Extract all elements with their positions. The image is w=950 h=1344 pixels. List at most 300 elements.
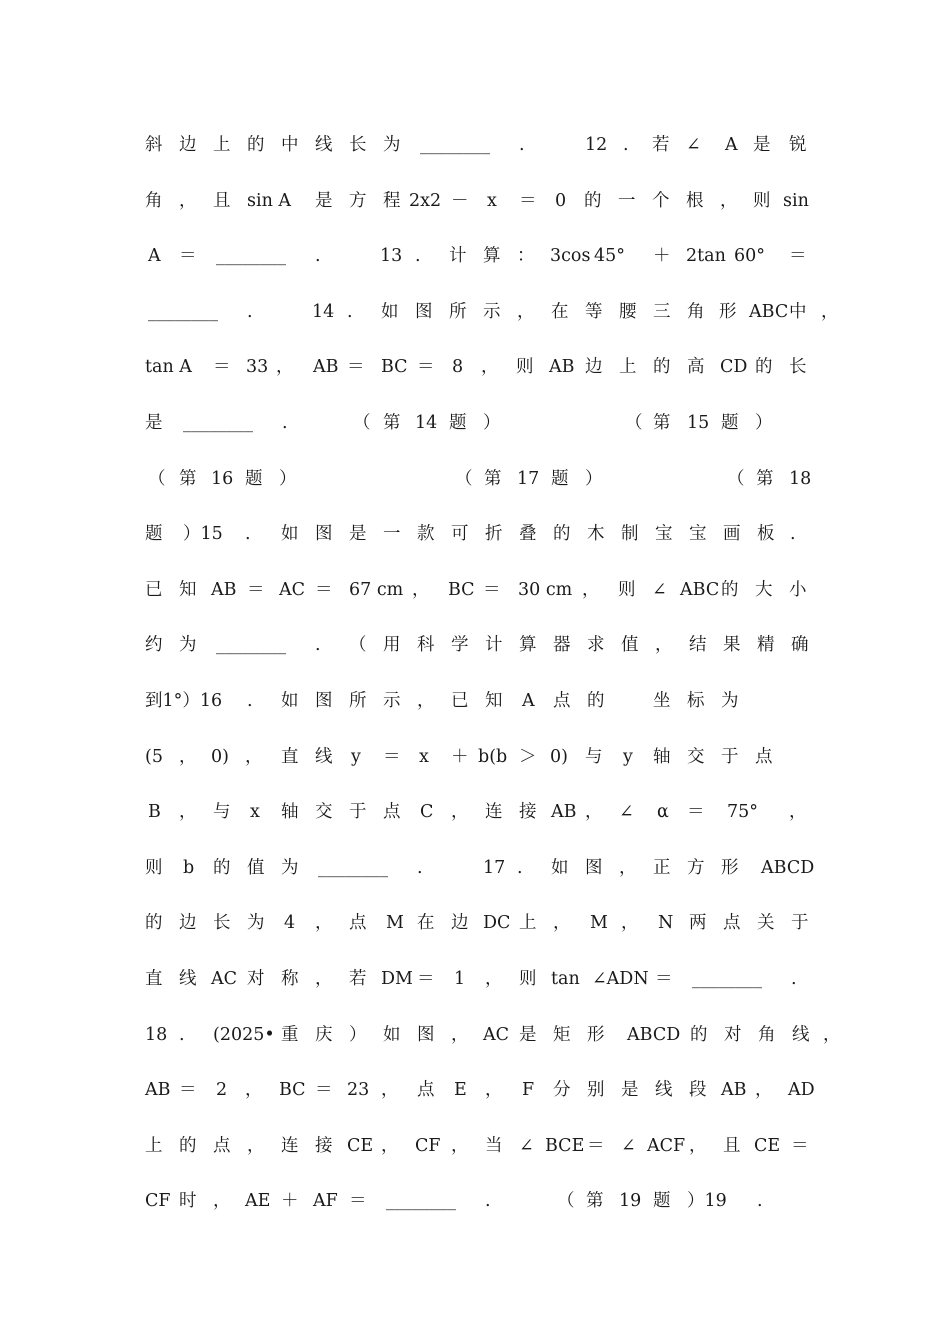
text-token: 的 [553,524,571,544]
answer-blank: ________ [420,135,490,155]
text-token: 与 [213,802,231,822]
text-token: ＋ [451,747,469,767]
text-token: ， [821,302,839,322]
text-token: 接 [519,802,537,822]
text-token: α [657,802,669,822]
text-token: ， [789,802,807,822]
text-token: ， [585,802,603,822]
text-token: － [451,191,469,211]
text-token: 18 [145,1025,168,1045]
text-token: BC [381,357,408,377]
text-token: 题 [245,469,263,489]
text-line [145,519,845,549]
text-token: 边 [179,135,197,155]
text-token: 别 [587,1080,605,1100]
text-token: DC [483,913,511,933]
text-token: 示 [383,691,401,711]
text-token: 计 [485,635,503,655]
text-token: 图 [315,691,333,711]
text-token: 确 [791,635,809,655]
text-token: 知 [179,580,197,600]
text-token: 则 [516,357,534,377]
text-token: ＝ [247,580,265,600]
text-token: 33 [246,357,269,377]
text-token: ∠ [621,1136,636,1156]
text-token: （ [353,413,371,433]
text-token: ， [315,969,333,989]
text-token: 角 [145,191,163,211]
text-line [145,1131,845,1161]
text-token: 程 [383,191,401,211]
text-token: 形 [587,1025,605,1045]
answer-blank: ________ [183,413,253,433]
text-token: 直 [281,747,299,767]
text-token: DM [381,969,413,989]
text-token: x [487,191,497,211]
text-token: 如 [551,858,569,878]
text-token: . [179,1025,185,1045]
text-token: 为 [179,635,197,655]
text-token: 若 [349,969,367,989]
text-token: ＝ [347,357,365,377]
text-token: 边 [451,913,469,933]
text-token: 知 [485,691,503,711]
text-token: sin A [247,191,292,211]
text-token: ， [179,191,197,211]
text-token: 是 [349,524,367,544]
text-token: . [757,1191,763,1211]
answer-blank: ________ [386,1191,456,1211]
text-token: 为 [247,913,265,933]
text-token: (2025• [213,1025,275,1045]
text-token: 如 [381,302,399,322]
text-token: 则 [753,191,771,211]
text-token: ， [621,913,639,933]
text-token: （ [455,469,473,489]
text-token: . [315,246,321,266]
text-token: 2tan [686,246,726,266]
text-token: 的 [247,135,265,155]
text-line [145,575,845,605]
text-token: 所 [349,691,367,711]
text-line [145,630,845,660]
text-token: y [351,747,361,767]
text-token: 的 [145,913,163,933]
text-token: 坐 [653,691,671,711]
text-token: 则 [519,969,537,989]
answer-blank: ________ [216,635,286,655]
text-token: 如 [281,524,299,544]
text-token: 则 [618,580,636,600]
text-token: 0 [555,191,567,211]
text-token: ＝ [791,1136,809,1156]
text-line [145,408,845,438]
text-token: BC [448,580,475,600]
text-token: x [419,747,429,767]
text-token: 题 [145,524,163,544]
text-token: （ [349,635,367,655]
text-line [145,130,845,160]
text-token: 上 [619,357,637,377]
text-token: 于 [791,913,809,933]
text-token: 重 [281,1025,299,1045]
text-token: 长 [349,135,367,155]
text-token: 题 [551,469,569,489]
text-token: 题 [721,413,739,433]
text-token: 值 [621,635,639,655]
text-token: . [517,858,523,878]
text-token: ， [412,580,430,600]
text-token: . [623,135,629,155]
text-token: 的 [584,191,602,211]
text-token: 等 [585,302,603,322]
text-token: ， [179,802,197,822]
text-token: 点 [349,913,367,933]
text-token: 如 [281,691,299,711]
text-token: x [250,802,260,822]
text-token: ABC [749,302,789,322]
text-token: ， [276,357,294,377]
text-line [145,742,845,772]
text-token: N [658,913,674,933]
text-token: 的 [213,858,231,878]
text-token: 于 [349,802,367,822]
text-token: 所 [449,302,467,322]
text-token: 方 [349,191,367,211]
text-token: 在 [551,302,569,322]
text-token: ABC [680,580,720,600]
text-token: 接 [315,1136,333,1156]
text-token: b(b [478,747,508,767]
text-token: ＋ [281,1191,299,1211]
text-token: ）15 [183,524,223,544]
text-token: AD [788,1080,815,1100]
text-token: 17 [517,469,540,489]
text-token: . [247,302,253,322]
text-token: AF [313,1191,338,1211]
text-token: ， [582,580,600,600]
text-token: . [417,858,423,878]
text-token: 13 [380,246,403,266]
text-token: 上 [213,135,231,155]
text-token: 为 [383,135,401,155]
text-token: 第 [586,1191,604,1211]
text-token: ， [655,635,673,655]
text-token: 长 [789,357,807,377]
text-token: ， [553,913,571,933]
text-token: 0) [211,747,229,767]
text-token: 标 [687,691,705,711]
text-token: 结 [689,635,707,655]
text-token: 17 [483,858,506,878]
text-token: AB [721,1080,747,1100]
answer-blank: ________ [216,246,286,266]
text-token: 上 [145,1136,163,1156]
text-token: 边 [585,357,603,377]
text-token: ＝ [789,246,807,266]
text-token: ） [585,469,603,489]
text-token: 角 [687,302,705,322]
text-token: ， [619,858,637,878]
text-token: 30 cm [518,580,573,600]
text-token: 对 [247,969,265,989]
text-token: . [347,302,353,322]
text-token: 腰 [619,302,637,322]
text-token: 两 [689,913,707,933]
text-token: ABCD [627,1025,681,1045]
text-token: 上 [519,913,537,933]
text-token: 14 [415,413,438,433]
text-token: ＝ [417,969,435,989]
text-token: ∠ [652,580,667,600]
text-token: 画 [723,524,741,544]
text-token: 是 [315,191,333,211]
text-token: tan A [145,357,192,377]
text-token: (5 [145,747,163,767]
text-token: 16 [211,469,234,489]
text-token: 线 [792,1025,810,1045]
text-token: ， [720,191,738,211]
text-token: 时 [179,1191,197,1211]
text-token: 为 [281,858,299,878]
text-token: CE [347,1136,374,1156]
text-token: ， [823,1025,841,1045]
text-token: . [790,524,796,544]
text-token: AC [483,1025,510,1045]
text-token: 矩 [553,1025,571,1045]
text-token: A [725,135,738,155]
text-token: 已 [451,691,469,711]
text-token: 45° [594,246,626,266]
text-token: F [522,1080,535,1100]
text-token: ， [245,1080,263,1100]
text-token: 点 [417,1080,435,1100]
text-token: 为 [721,691,739,711]
text-token: ， [755,1080,773,1100]
text-token: AB [145,1080,171,1100]
text-token: 12 [585,135,608,155]
text-token: ， [213,1191,231,1211]
text-token: 如 [383,1025,401,1045]
text-token: AB [313,357,339,377]
text-token: 款 [417,524,435,544]
text-token: 精 [757,635,775,655]
text-token: ， [247,1136,265,1156]
text-token: tan [551,969,580,989]
text-token: AB [549,357,575,377]
text-token: CD [720,357,748,377]
text-token: 线 [655,1080,673,1100]
text-token: ）19 [687,1191,727,1211]
text-token: 图 [585,858,603,878]
text-token: 可 [451,524,469,544]
text-line [145,1020,845,1050]
text-token: . [791,969,797,989]
text-token: ， [451,802,469,822]
text-token: 则 [145,858,163,878]
text-token: 题 [449,413,467,433]
text-token: A [148,246,161,266]
text-token: 的 [690,1025,708,1045]
text-token: 器 [553,635,571,655]
text-token: 2x2 [409,191,442,211]
text-token: 分 [553,1080,571,1100]
text-token: 斜 [145,135,163,155]
text-token: （ [557,1191,575,1211]
text-token: 的 [721,580,739,600]
text-token: ＝ [213,357,231,377]
text-token: BC [279,1080,306,1100]
text-token: AB [211,580,237,600]
text-token: 点 [755,747,773,767]
text-token: 对 [724,1025,742,1045]
text-token: ＝ [687,802,705,822]
text-token: ＝ [315,1080,333,1100]
text-token: 第 [653,413,671,433]
text-token: （ [727,469,745,489]
text-token: ， [381,1080,399,1100]
text-token: 高 [687,357,705,377]
answer-blank: ________ [692,969,762,989]
text-token: 小 [789,580,807,600]
text-token: 第 [383,413,401,433]
text-token: ＋ [653,246,671,266]
text-token: 已 [145,580,163,600]
text-token: AB [551,802,577,822]
text-token: ， [451,1025,469,1045]
text-token: AE [245,1191,271,1211]
text-token: 在 [417,913,435,933]
text-token: 长 [213,913,231,933]
text-token: ， [689,1136,707,1156]
text-token: 第 [756,469,774,489]
text-line [145,352,845,382]
text-token: ∠ [686,135,701,155]
text-token: 宝 [655,524,673,544]
text-token: 折 [485,524,503,544]
text-line [145,297,845,327]
text-token: . [315,635,321,655]
text-token: 且 [723,1136,741,1156]
text-token: ∠ADN [592,969,649,989]
text-token: ＝ [315,580,333,600]
text-token: ＝ [349,1191,367,1211]
text-token: CF [145,1191,171,1211]
text-token: 23 [347,1080,370,1100]
text-token: 于 [721,747,739,767]
text-token: 4 [284,913,296,933]
text-token: 线 [179,969,197,989]
text-token: 点 [723,913,741,933]
text-token: 15 [687,413,710,433]
text-token: 值 [247,858,265,878]
text-token: 第 [179,469,197,489]
text-token: 连 [281,1136,299,1156]
text-line [145,186,845,216]
text-token: 一 [383,524,401,544]
text-token: 点 [553,691,571,711]
text-token: 图 [417,1025,435,1045]
text-line [145,964,845,994]
text-token: 的 [587,691,605,711]
text-token: 形 [721,858,739,878]
text-token: ， [485,969,503,989]
text-token: 67 cm [349,580,404,600]
answer-blank: ________ [318,858,388,878]
text-token: 宝 [689,524,707,544]
text-token: 示 [483,302,501,322]
text-token: （ [625,413,643,433]
text-token: M [590,913,608,933]
text-token: 是 [753,135,771,155]
text-token: 计 [449,246,467,266]
text-token: ＝ [179,246,197,266]
text-token: 60° [734,246,766,266]
text-token: ， [417,691,435,711]
text-token: 算 [483,246,501,266]
text-token: ， [179,747,197,767]
text-token: 用 [383,635,401,655]
answer-blank: ________ [148,302,218,322]
text-token: 角 [758,1025,776,1045]
text-token: 的 [653,357,671,377]
text-token: ， [315,913,333,933]
text-token: 14 [312,302,335,322]
text-token: 线 [315,747,333,767]
text-token: ＝ [383,747,401,767]
text-token: 三 [653,302,671,322]
text-token: 称 [281,969,299,989]
text-token: ＝ [483,580,501,600]
text-token: 是 [519,1025,537,1045]
text-line [145,853,845,883]
text-token: 0) [550,747,568,767]
text-token: 求 [587,635,605,655]
text-token: 大 [755,580,773,600]
text-token: 科 [417,635,435,655]
text-token: 连 [485,802,503,822]
text-token: ， [381,1136,399,1156]
text-token: . [485,1191,491,1211]
text-token: 与 [585,747,603,767]
text-line [145,686,845,716]
text-token: 形 [719,302,737,322]
text-token: E [454,1080,467,1100]
text-token: 题 [653,1191,671,1211]
text-token: 板 [757,524,775,544]
text-token: 线 [315,135,333,155]
text-token: ， [481,357,499,377]
text-token: 中 [789,302,807,322]
text-token: ＞ [519,747,537,767]
text-token: ＝ [655,969,673,989]
text-token: 当 [485,1136,503,1156]
text-token: AC [211,969,238,989]
text-token: ， [451,1136,469,1156]
text-token: 制 [621,524,639,544]
text-token: 边 [179,913,197,933]
text-token: 到1°）16 [145,691,223,711]
text-token: ∠ [619,802,634,822]
text-token: 的 [755,357,773,377]
text-token: 3cos [550,246,591,266]
text-token: 关 [757,913,775,933]
text-token: 点 [213,1136,231,1156]
text-token: 轴 [281,802,299,822]
text-token: 第 [484,469,502,489]
text-token: 直 [145,969,163,989]
text-token: CF [415,1136,441,1156]
